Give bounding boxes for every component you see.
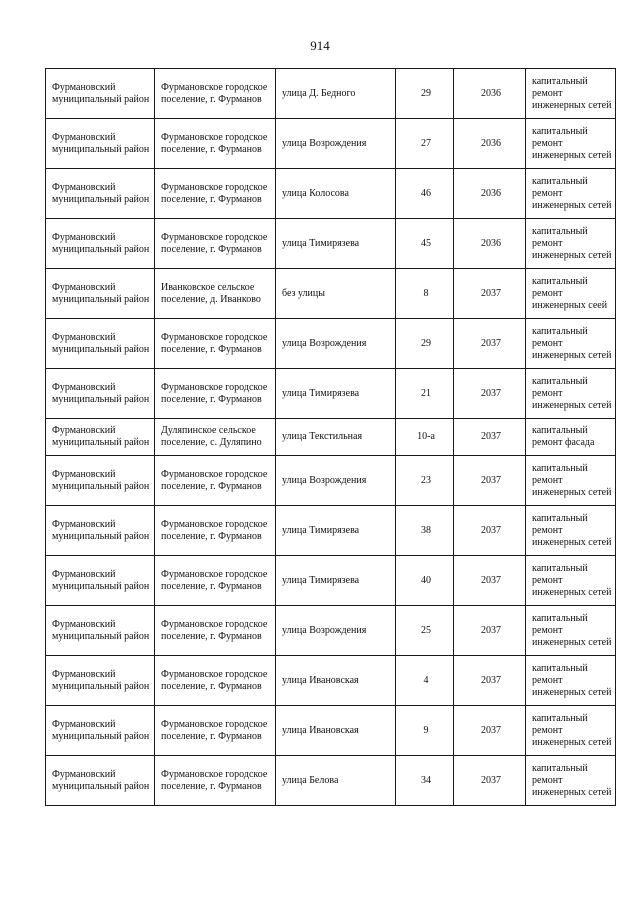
work-type-cell: капитальный ремонт инженерных сеей — [526, 269, 616, 319]
settlement-cell: Фурмановское городское поселение, г. Фурманов — [155, 219, 276, 269]
settlement-cell: Иванковское сельское поселение, д. Иванково — [155, 269, 276, 319]
district-cell: Фурмановский муниципальный район — [46, 369, 155, 419]
table-row — [46, 756, 616, 806]
settlement-cell: Фурмановское городское поселение, г. Фурманов — [155, 119, 276, 169]
district-cell: Фурмановский муниципальный район — [46, 656, 155, 706]
work-type-cell: капитальный ремонт инженерных сетей — [526, 456, 616, 506]
house-number-cell: 23 — [396, 456, 454, 506]
work-type-cell: капитальный ремонт инженерных сетей — [526, 756, 616, 806]
table-row — [46, 69, 616, 119]
district-cell: Фурмановский муниципальный район — [46, 119, 155, 169]
year-cell: 2036 — [454, 219, 526, 269]
work-type-cell: капитальный ремонт инженерных сетей — [526, 69, 616, 119]
work-type-cell: капитальный ремонт инженерных сетей — [526, 506, 616, 556]
settlement-cell: Фурмановское городское поселение, г. Фурманов — [155, 556, 276, 606]
street-cell: улица Белова — [276, 756, 396, 806]
settlement-cell: Фурмановское городское поселение, г. Фурманов — [155, 506, 276, 556]
table-row — [46, 169, 616, 219]
district-cell: Фурмановский муниципальный район — [46, 756, 155, 806]
settlement-cell: Фурмановское городское поселение, г. Фурманов — [155, 706, 276, 756]
house-number-cell: 4 — [396, 656, 454, 706]
table-row — [46, 656, 616, 706]
street-cell: улица Ивановская — [276, 706, 396, 756]
district-cell: Фурмановский муниципальный район — [46, 706, 155, 756]
house-number-cell: 46 — [396, 169, 454, 219]
settlement-cell: Фурмановское городское поселение, г. Фурманов — [155, 456, 276, 506]
table-row — [46, 506, 616, 556]
year-cell: 2037 — [454, 706, 526, 756]
table-row — [46, 119, 616, 169]
year-cell: 2037 — [454, 369, 526, 419]
work-type-cell: капитальный ремонт инженерных сетей — [526, 556, 616, 606]
work-type-cell: капитальный ремонт инженерных сетей — [526, 606, 616, 656]
table-row — [46, 419, 616, 456]
year-cell: 2037 — [454, 606, 526, 656]
table-row — [46, 706, 616, 756]
district-cell: Фурмановский муниципальный район — [46, 456, 155, 506]
district-cell: Фурмановский муниципальный район — [46, 219, 155, 269]
street-cell: улица Д. Бедного — [276, 69, 396, 119]
street-cell: улица Тимирязева — [276, 506, 396, 556]
house-number-cell: 29 — [396, 69, 454, 119]
work-type-cell: капитальный ремонт инженерных сетей — [526, 706, 616, 756]
year-cell: 2037 — [454, 756, 526, 806]
year-cell: 2037 — [454, 556, 526, 606]
year-cell: 2036 — [454, 119, 526, 169]
year-cell: 2037 — [454, 269, 526, 319]
district-cell: Фурмановский муниципальный район — [46, 506, 155, 556]
year-cell: 2037 — [454, 656, 526, 706]
house-number-cell: 34 — [396, 756, 454, 806]
table-row — [46, 369, 616, 419]
district-cell: Фурмановский муниципальный район — [46, 556, 155, 606]
house-number-cell: 38 — [396, 506, 454, 556]
district-cell: Фурмановский муниципальный район — [46, 269, 155, 319]
year-cell: 2037 — [454, 506, 526, 556]
page-number: 914 — [310, 38, 330, 53]
registry-table-body — [46, 69, 616, 806]
house-number-cell: 29 — [396, 319, 454, 369]
house-number-cell: 10-а — [396, 419, 454, 456]
table-row — [46, 269, 616, 319]
street-cell: улица Тимирязева — [276, 219, 396, 269]
district-cell: Фурмановский муниципальный район — [46, 69, 155, 119]
house-number-cell: 25 — [396, 606, 454, 656]
street-cell: улица Ивановская — [276, 656, 396, 706]
house-number-cell: 45 — [396, 219, 454, 269]
settlement-cell: Фурмановское городское поселение, г. Фурманов — [155, 69, 276, 119]
street-cell: улица Колосова — [276, 169, 396, 219]
year-cell: 2036 — [454, 69, 526, 119]
street-cell: без улицы — [276, 269, 396, 319]
settlement-cell: Фурмановское городское поселение, г. Фурманов — [155, 756, 276, 806]
street-cell: улица Возрождения — [276, 456, 396, 506]
house-number-cell: 21 — [396, 369, 454, 419]
settlement-cell: Фурмановское городское поселение, г. Фурманов — [155, 656, 276, 706]
table-row — [46, 556, 616, 606]
street-cell: улица Тимирязева — [276, 556, 396, 606]
work-type-cell: капитальный ремонт инженерных сетей — [526, 169, 616, 219]
district-cell: Фурмановский муниципальный район — [46, 169, 155, 219]
table-row — [46, 606, 616, 656]
settlement-cell: Фурмановское городское поселение, г. Фурманов — [155, 369, 276, 419]
house-number-cell: 8 — [396, 269, 454, 319]
settlement-cell: Дуляпинское сельское поселение, с. Дуляпино — [155, 419, 276, 456]
work-type-cell: капитальный ремонт инженерных сетей — [526, 656, 616, 706]
house-number-cell: 40 — [396, 556, 454, 606]
work-type-cell: капитальный ремонт инженерных сетей — [526, 369, 616, 419]
work-type-cell: капитальный ремонт фасада — [526, 419, 616, 456]
work-type-cell: капитальный ремонт инженерных сетей — [526, 219, 616, 269]
table-row — [46, 456, 616, 506]
street-cell: улица Возрождения — [276, 119, 396, 169]
work-type-cell: капитальный ремонт инженерных сетей — [526, 319, 616, 369]
street-cell: улица Тимирязева — [276, 369, 396, 419]
settlement-cell: Фурмановское городское поселение, г. Фурманов — [155, 319, 276, 369]
house-number-cell: 9 — [396, 706, 454, 756]
work-type-cell: капитальный ремонт инженерных сетей — [526, 119, 616, 169]
table-row — [46, 219, 616, 269]
district-cell: Фурмановский муниципальный район — [46, 419, 155, 456]
district-cell: Фурмановский муниципальный район — [46, 319, 155, 369]
settlement-cell: Фурмановское городское поселение, г. Фурманов — [155, 606, 276, 656]
street-cell: улица Возрождения — [276, 319, 396, 369]
settlement-cell: Фурмановское городское поселение, г. Фурманов — [155, 169, 276, 219]
district-cell: Фурмановский муниципальный район — [46, 606, 155, 656]
table-row — [46, 319, 616, 369]
year-cell: 2037 — [454, 319, 526, 369]
street-cell: улица Возрождения — [276, 606, 396, 656]
house-number-cell: 27 — [396, 119, 454, 169]
registry-table — [45, 68, 616, 806]
street-cell: улица Текстильная — [276, 419, 396, 456]
year-cell: 2037 — [454, 419, 526, 456]
year-cell: 2037 — [454, 456, 526, 506]
year-cell: 2036 — [454, 169, 526, 219]
